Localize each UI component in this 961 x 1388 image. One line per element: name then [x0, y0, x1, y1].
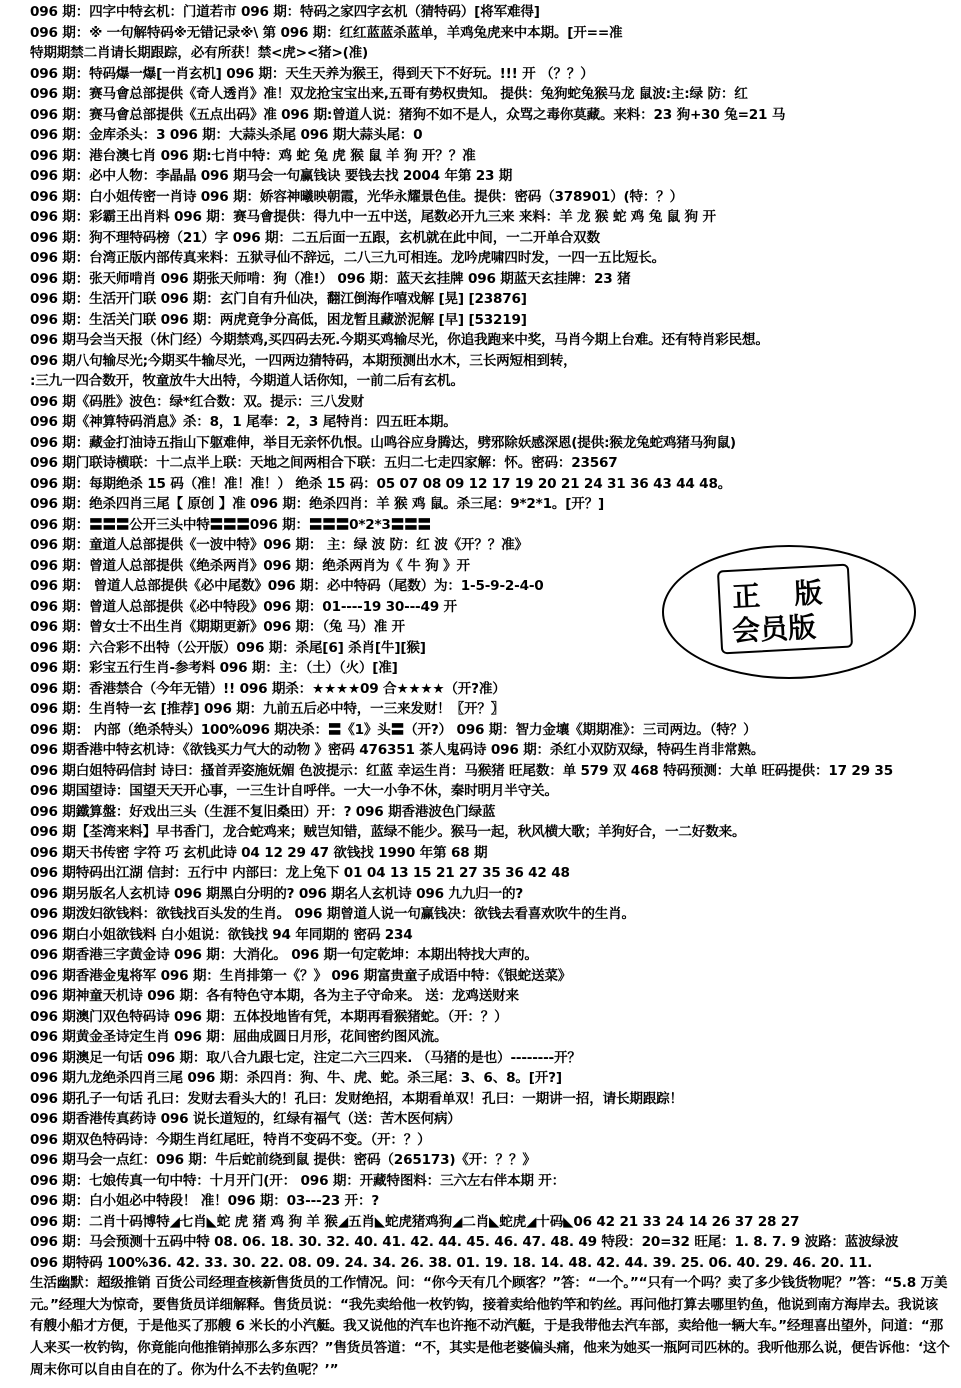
text-line: 096 期：曾道人总部提供《必中特段》096 期：01----19 30---49 开 — [30, 598, 457, 615]
text-line: 096 期【荃湾来料】早书香门，龙合蛇鸡来；贼岂知错，蓝绿不能少。猴马一起，秋风横大歌；羊狗好合，一二好数来。 — [30, 824, 746, 840]
text-line: 096 期：※ 一句解特码※无错记录※\ 第 096 期：红红蓝蓝杀蓝单，羊鸡兔虎来中本期。[开==准 — [30, 24, 623, 41]
text-line: 096 期：生肖特一玄 [推荐] 096 期：九前五后必中特，一三来发财！〖开？〗 — [30, 701, 505, 717]
text-line: 096 期八句输尽光;今期买牛输尽光，一四两边猜特码，本期预测出水木，三长两短相到转， — [30, 352, 577, 369]
text-line: 096 期：狗不理特码榜（21）字 096 期：二五后面一五跟，玄机就在此中间，一二开单合双数 — [30, 229, 600, 246]
text-line: 096 期：白小姐必中特段！ 准！096 期：03---23 开：? — [30, 1193, 380, 1209]
text-line: 096 期：藏金打油诗五指山下躯难伸，举目无亲怀仇恨。山鸣谷应身腾达，劈邪除妖感深恩(提供:猴龙兔蛇鸡猪马狗鼠) — [30, 434, 736, 451]
text-line: 096 期： 内部（绝杀特头）100%096 期决杀：〓《1》头〓（开?） 096 期：智力金壤《期期准》：三司两边。（特？） — [30, 721, 757, 738]
text-line: 096 期国望诗：国望天天开心事，一三生计自呼伴。一大一小争不休，秦时明月半守关。 — [30, 783, 558, 799]
text-line: :三九一四合数开，牧童放牛大出特，今期道人话你知，一前二后有玄机。 — [30, 373, 464, 389]
text-line: 096 期：童道人总部提供《一波中特》096 期： 主：绿 波 防：红 波《开？？准》 — [30, 537, 528, 553]
text-line: 096 期：香港禁合（今年无错）!! 096 期杀：★★★★09 合★★★★（开?准） — [30, 680, 506, 697]
text-line: 096 期特码 100%36. 42. 33. 30. 22. 08. 09. 24. 34. 26. 38. 01. 19. 18. 14. 48. 42. 44. 39. 25. 06. 40. 29. 46. 20. 11. — [30, 1254, 873, 1271]
text-line: 096 期：七娘传真一句中特：十月开门(开： 096 期：开藏特图料：三六左右伴本期 开： — [30, 1172, 566, 1189]
text-lines — [30, 2, 950, 1382]
stamp-title-bottom: 会员版 — [731, 610, 817, 648]
stamp-frame — [717, 564, 858, 655]
text-line: 096 期香港金鬼将军 096 期：生肖排第一《？》 096 期富贵童子成语中特：《银蛇送菜》 — [30, 967, 572, 984]
text-line: 096 期澳足一句话 096 期：取八合九跟七定，注定二六三四来. （马猪的是也）--------开？ — [30, 1049, 581, 1066]
text-line: 096 期：绝杀四肖三尾【 原创 】准 096 期：绝杀四肖：羊 猴 鸡 鼠。杀三尾：9*2*1。[开？] — [30, 496, 605, 512]
text-line: 096 期：曾道人总部提供《绝杀两肖》096 期：绝杀两肖为《 牛 狗 》开 — [30, 557, 470, 574]
official-stamp — [662, 545, 916, 679]
text-line: 096 期《神算特码消息》杀：8，1 尾奉：2，3 尾特肖：四五旺本期。 — [30, 414, 457, 430]
text-line: 096 期：特码爆一爆[一肖玄机] 096 期：天生天养为猴王，得到天下不好玩。!!! 开 （？？） — [30, 65, 594, 82]
text-line: 096 期天书传密 字符 巧 玄机此诗 04 12 29 47 欲钱找 1990 年第 68 期 — [30, 844, 488, 861]
text-line: 096 期：金库杀头：3 096 期：大蒜头杀尾 096 期大蒜头尾：0 — [30, 127, 423, 143]
text-line: 096 期白姐特码信封 诗曰：搔首弄姿施妩媚 色波提示：红蓝 幸运生肖：马猴猪 旺尾数：单 579 双 468 特码预测：大单 旺码提供：17 29 35 — [30, 762, 893, 779]
text-line: 096 期孔子一句话 孔曰：发财去看头大的！孔曰：发财绝招，本期看单双！孔曰：一期讲一招，请长期跟踪！ — [30, 1090, 683, 1107]
humor-paragraph: 生活幽默：超级推销 百货公司经理查核新售货员的工作情况。问：“你今天有几个顾客？”答：“一个。”“只有一个吗？卖了多少钱货物呢？”答：“5.8 万美元。”经理大为惊奇，要售货员详细解释。售货员说：“我先卖给他一枚钓钩，接着卖给他钓竿和钓丝。再问他打算去哪里钓鱼，他说到南方海岸去。我说该有艘小船才方便，于是他买了那艘 6 米长的小汽艇。我又说他的汽车也许拖不动汽艇，于是我带他去汽车部，卖给他一辆大车。”经理喜出望外，问道：“那人来买一枚钓钩，你竟能向他推销掉那么多东西？”售货员答道：“不，其实是他老婆偏头痛，他来为她买一瓶阿司匹林的。我听他那么说，便告诉他：‘这个周末你可以自由自在的了。你为什么不去钓鱼呢？’” — [30, 1275, 950, 1378]
text-line: 096 期：赛马會总部提供《奇人透肖》准！双龙抢宝宝出来,五哥有势权贵知。 提供：兔狗蛇兔猴马龙 鼠波:主:绿 防：红 — [30, 86, 748, 102]
text-line: 096 期：每期绝杀 15 码（准！准！准！） 绝杀 15 码：05 07 08 09 12 17 19 20 21 24 31 36 43 44 48。 — [30, 475, 732, 492]
text-line: 096 期：马会预测十五码中特 08. 06. 18. 30. 32. 40. 41. 42. 44. 45. 46. 47. 48. 49 特段：20=32 旺尾：1. 8. 7. 9 波路：蓝波绿波 — [30, 1234, 899, 1250]
text-line: 096 期：六合彩不出特（公开版）096 期：杀尾[6] 杀肖[牛][猴] — [30, 639, 426, 656]
text-line: 096 期泼妇欲钱料：欲钱找百头发的生肖。 096 期曾道人说一句赢钱决：欲钱去看喜欢吹牛的生肖。 — [30, 906, 635, 922]
text-line: 096 期：曾女士不出生肖《期期更新》096 期：（兔 马）准 开 — [30, 619, 405, 635]
text-line: 096 期：四字中特玄机：门道若市 096 期：特码之家四字玄机（猜特码）[将军难得] — [30, 4, 540, 20]
text-line: 096 期：〓〓〓公开三头中特〓〓〓096 期：〓〓〓0*2*3〓〓〓 — [30, 516, 431, 533]
text-line: 096 期香港中特玄机诗：《欲钱买力气大的动物 》密码 476351 茶人鬼码诗 096 期：杀红小双防双绿，特码生肖非常熟。 — [30, 742, 765, 758]
text-line: 096 期：二肖十码博特◢七肖◣蛇 虎 猪 鸡 狗 羊 猴◢五肖◣蛇虎猪鸡狗◢二肖◣蛇虎◢十码◣06 42 21 33 24 14 26 37 28 27 — [30, 1213, 800, 1230]
text-line: 096 期香港三字黄金诗 096 期：大消化。 096 期一句定乾坤：本期出特找大声的。 — [30, 947, 538, 963]
text-line: 096 期九龙绝杀四肖三尾 096 期：杀四肖：狗、牛、虎、蛇。杀三尾：3、6、8。[开?] — [30, 1070, 562, 1086]
text-line: 096 期：必中人物：李晶晶 096 期马会一句赢钱诀 要钱去找 2004 年第 23 期 — [30, 168, 513, 184]
text-line: 特期期禁二肖请长期跟踪，必有所获！禁<虎><猪>(准) — [30, 45, 369, 61]
text-line: 096 期：台湾正版内部传真来料：五狱寻仙不辞远，二八三九可相连。龙吟虎啸四时发，一四一五比短长。 — [30, 250, 666, 266]
text-line: 096 期黄金圣诗定生肖 096 期：屈曲成圆日月形，花间密约图风流。 — [30, 1029, 448, 1045]
text-line: 096 期马会一点红：096 期：牛后蛇前绕到鼠 提供：密码（265173)《开：？？》 — [30, 1152, 536, 1168]
text-line: 096 期：彩霸王出肖料 096 期：赛马會提供：得九中一五中送，尾数必开九三来 来料：羊 龙 猴 蛇 鸡 兔 鼠 狗 开 — [30, 209, 716, 225]
text-line: 096 期：港台澳七肖 096 期:七肖中特：鸡 蛇 兔 虎 猴 鼠 羊 狗 开？？准 — [30, 147, 476, 164]
text-line: 096 期：白小姐传密一肖诗 096 期：娇容神曦映朝霞，光华永耀景色佳。提供：密码（378901）(特：？） — [30, 188, 684, 205]
text-line: 096 期马会当天报（休门经）今期禁鸡,买四码去死.今期买鸡输尽光，你追我跑来中奖，马肖今期上台难。还有特肖彩民想。 — [30, 332, 769, 348]
text-line: 096 期《码胜》波色：绿*红合数：双。提示：三八发财 — [30, 393, 364, 410]
text-line: 096 期双色特码诗：今期生肖红尾旺，特肖不变码不变。（开：？） — [30, 1131, 431, 1148]
text-line: 096 期：生活关门联 096 期：两虎竟争分高低，困龙暂且藏淤泥解 [早] [53219] — [30, 311, 527, 328]
text-line: 096 期特码出江湖 信封：五行中 内部曰：龙上兔下 01 04 13 15 21 27 35 36 42 48 — [30, 865, 570, 881]
text-line: 096 期：生活开门联 096 期：玄门自有升仙决，翻江倒海作嘻戏解 [晃] [23876] — [30, 291, 527, 307]
text-line: 096 期鐵算盤：好戏出三头（生涯不复旧桑田）开：? 096 期香港波色门绿蓝 — [30, 803, 496, 820]
text-line: 096 期白小姐欲钱料 白小姐说：欲钱找 94 年同期的 密码 234 — [30, 926, 413, 943]
text-line: 096 期：赛马會总部提供《五点出码》准 096 期:曾道人说：猪狗不如不是人，众骂之毒你莫藏。来料：23 狗+30 兔=21 马 — [30, 106, 786, 123]
text-line: 096 期门联诗横联：十二点半上联：天地之间两相合下联：五归二七走四家解：怀。密码：23567 — [30, 455, 618, 471]
text-line: 096 期：张天师啃肖 096 期张天师啃：狗（准!） 096 期：蓝天玄挂牌 096 期蓝天玄挂牌：23 猪 — [30, 270, 631, 287]
text-line: 096 期澳门双色特码诗 096 期：五体投地皆有凭，本期再看猴猪蛇。（开：？） — [30, 1008, 508, 1025]
stamp-title-top: 正版 — [731, 574, 858, 614]
text-line: 096 期：彩宝五行生肖-参考料 096 期：主：（土）（火）[准] — [30, 660, 398, 676]
text-line: 096 期另版名人玄机诗 096 期黑白分明的? 096 期名人玄机诗 096 九九归一的? — [30, 885, 524, 902]
text-line: 096 期香港传真药诗 096 说长道短的，红绿有福气（送：苦木医何病） — [30, 1111, 461, 1127]
text-line: 096 期神童天机诗 096 期：各有特色守本期，各为主子守命来。 送：龙鸡送财来 — [30, 988, 519, 1004]
text-line: 096 期： 曾道人总部提供《必中尾数》096 期：必中特码（尾数）为：1-5-9-2-4-0 — [30, 578, 544, 594]
